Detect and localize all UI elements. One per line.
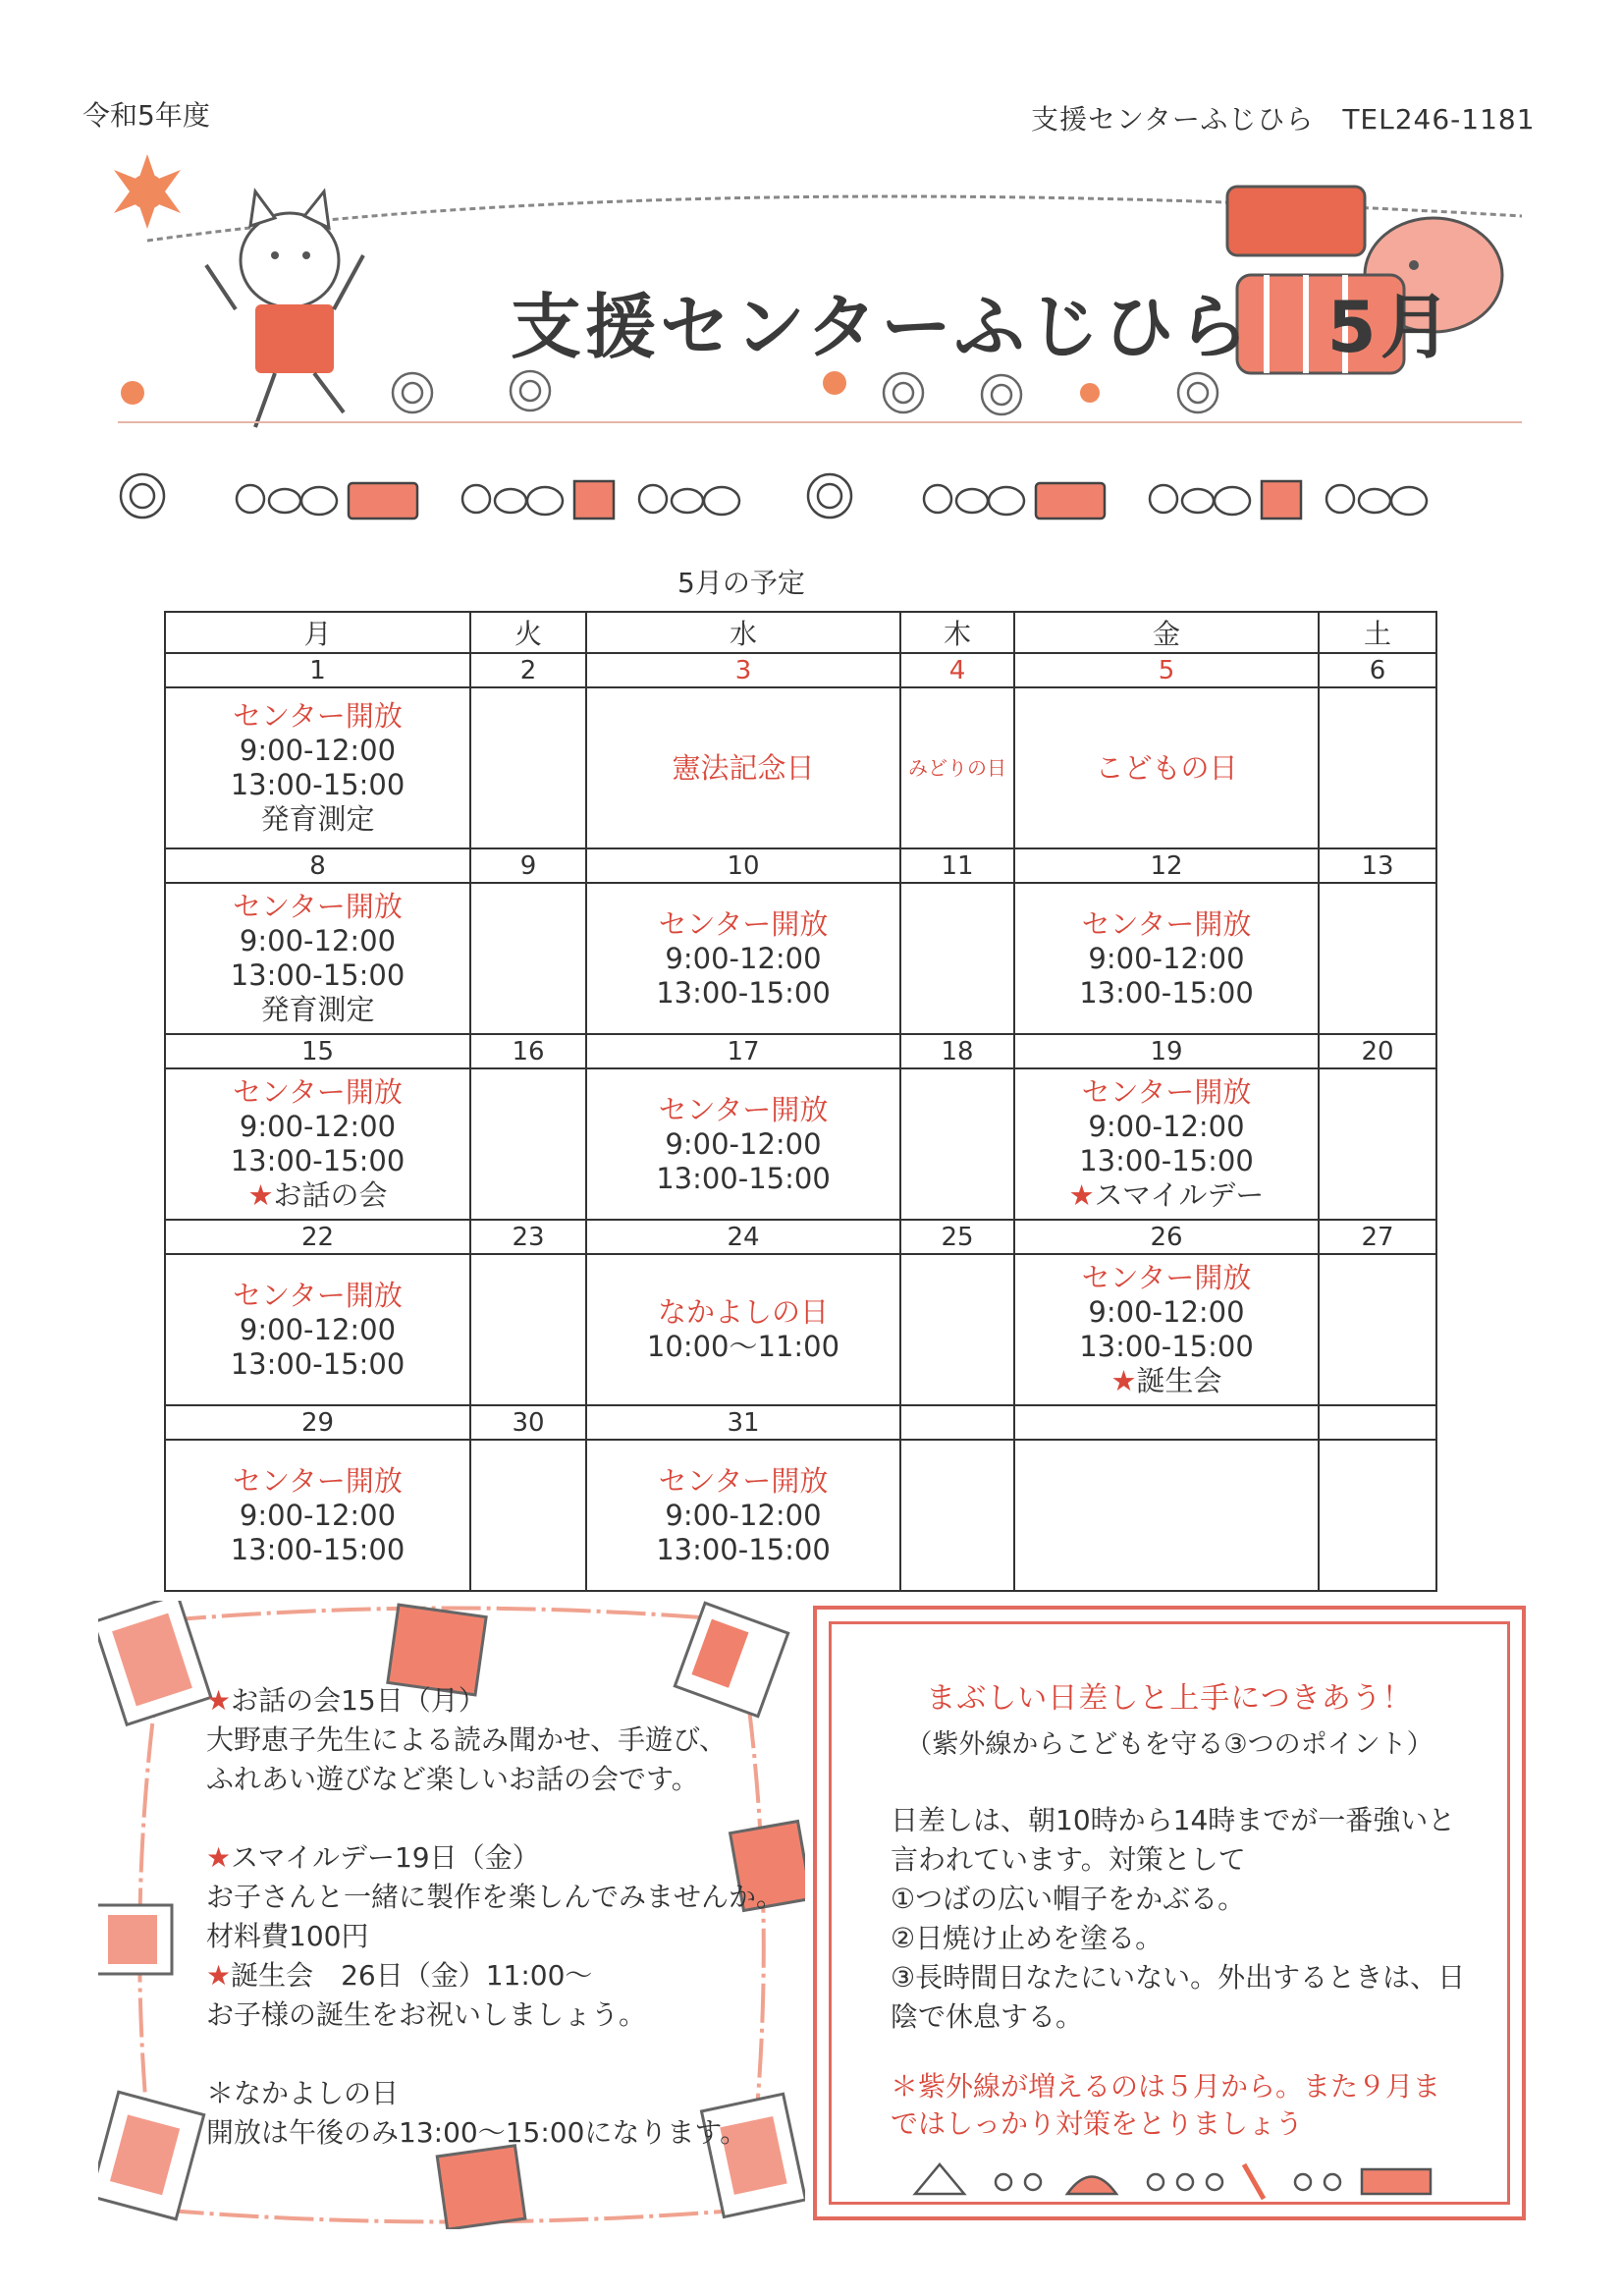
event-line: ★お話の会15日（月）	[206, 1684, 486, 1717]
event-line	[206, 2035, 795, 2074]
date-cell	[900, 1405, 1014, 1440]
uv-tips-line: ①つばの広い帽子をかぶる。	[891, 1883, 1246, 1915]
center-name-tel: 支援センターふじひら TEL246-1181	[1031, 103, 1536, 136]
date-cell: 29	[165, 1405, 470, 1440]
flower-icon	[808, 474, 851, 518]
koinobori-icon	[437, 2146, 525, 2229]
holiday-label: みどりの日	[908, 755, 1006, 780]
event-cell	[470, 883, 586, 1034]
event-time: 9:00-12:00	[1088, 1295, 1245, 1329]
star-icon: ★	[206, 1841, 232, 1874]
gift-icon	[1262, 481, 1301, 519]
date-cell: 30	[470, 1405, 586, 1440]
uv-note-line: ではしっかり対策をとりましょう	[891, 2107, 1304, 2140]
star-icon: ★	[247, 1178, 274, 1212]
date-cell: 8	[165, 848, 470, 883]
event-line: ふれあい遊びなど楽しいお話の会です。	[206, 1763, 699, 1795]
event-title: センター開放	[658, 1463, 829, 1498]
cake-icon	[349, 483, 417, 519]
event-time: 13:00-15:00	[230, 1532, 406, 1566]
kabuto-icon	[915, 2164, 964, 2194]
event-cell	[1319, 1254, 1436, 1405]
uv-tips-note	[891, 2068, 1499, 2143]
event-note: ★お話の会	[247, 1178, 388, 1212]
event-cell	[470, 687, 586, 848]
event-note: 発育測定	[260, 802, 375, 836]
event-cell	[470, 1068, 586, 1220]
banner-title: 支援センターふじひら 5月	[511, 286, 1455, 368]
event-time: 9:00-12:00	[1088, 941, 1245, 975]
date-cell: 12	[1014, 848, 1319, 883]
event-cell	[1014, 1254, 1319, 1405]
event-time: 13:00-15:00	[230, 1144, 406, 1177]
date-row	[165, 1034, 1436, 1068]
event-cell	[165, 1068, 470, 1220]
date-row	[165, 848, 1436, 883]
arrow-icon	[1244, 2164, 1264, 2199]
date-cell: 27	[1319, 1220, 1436, 1254]
event-time: 13:00-15:00	[230, 1346, 406, 1381]
event-cell	[470, 1440, 586, 1591]
star-icon: ★	[206, 1959, 232, 1992]
flower-icon	[393, 373, 432, 412]
event-cell	[1319, 1068, 1436, 1220]
date-cell: 20	[1319, 1034, 1436, 1068]
date-row	[165, 653, 1436, 687]
event-cell	[900, 1068, 1014, 1220]
event-cell	[1014, 1440, 1319, 1591]
event-line: ＊なかよしの日	[206, 2077, 400, 2109]
date-cell: 26	[1014, 1220, 1319, 1254]
event-cell	[1319, 883, 1436, 1034]
event-title: センター開放	[233, 890, 403, 923]
date-cell: 31	[586, 1405, 900, 1440]
weekday-header: 火	[470, 612, 586, 653]
date-cell: 19	[1014, 1034, 1319, 1068]
event-time: 9:00-12:00	[239, 734, 397, 767]
date-cell: 10	[586, 848, 900, 883]
date-cell: 1	[165, 653, 470, 687]
date-cell: 2	[470, 653, 586, 687]
star-icon: ★	[206, 1684, 232, 1717]
event-cell	[165, 687, 470, 848]
star-icon: ★	[1068, 1178, 1095, 1212]
event-title: センター開放	[1081, 906, 1252, 941]
ant-icon	[462, 485, 563, 515]
event-cell	[1014, 687, 1319, 848]
flower-icon	[121, 474, 164, 518]
uv-tips-line: ②日焼け止めを塗る。	[891, 1922, 1163, 1954]
event-time: 13:00-15:00	[230, 768, 406, 801]
event-cell	[470, 1254, 586, 1405]
uv-tips-body	[891, 1801, 1499, 2037]
cake-icon	[1036, 483, 1105, 519]
event-time: 13:00-15:00	[656, 1161, 831, 1195]
event-title: センター開放	[233, 699, 403, 733]
koinobori-icon	[1362, 2169, 1431, 2194]
uv-tips-subtitle: （紫外線からこどもを守る③つのポイント）	[905, 1729, 1434, 1760]
date-cell: 13	[1319, 848, 1436, 883]
event-cell	[586, 883, 900, 1034]
event-note: 発育測定	[260, 993, 375, 1026]
event-cell	[586, 687, 900, 848]
uv-tips-line: ③長時間日なたにいない。外出するときは、日	[891, 1961, 1466, 1994]
event-row	[165, 1068, 1436, 1220]
uv-tips-title: まぶしい日差しと上手につきあう！	[926, 1681, 1413, 1716]
date-cell: 24	[586, 1220, 900, 1254]
event-line: ★誕生会 26日（金）11:00～	[206, 1959, 593, 1992]
event-cell	[165, 883, 470, 1034]
date-cell: 6	[1319, 653, 1436, 687]
event-title: センター開放	[233, 1278, 403, 1312]
event-cell	[586, 1254, 900, 1405]
flower-icon	[1148, 2174, 1222, 2190]
date-cell	[1319, 1405, 1436, 1440]
ant-icon	[639, 485, 739, 515]
event-row	[165, 1440, 1436, 1591]
event-cell	[900, 1440, 1014, 1591]
date-cell: 5	[1014, 653, 1319, 687]
event-cell	[165, 1440, 470, 1591]
decoration-row	[103, 462, 1517, 530]
event-time: 9:00-12:00	[239, 1110, 397, 1143]
weekday-header: 月	[165, 612, 470, 653]
event-time: 9:00-12:00	[239, 1498, 397, 1532]
weekday-header: 土	[1319, 612, 1436, 653]
flower-icon	[982, 375, 1021, 414]
koinobori-icon	[98, 1905, 172, 1974]
kashiwa-icon	[1067, 2177, 1116, 2195]
event-cell	[1319, 1440, 1436, 1591]
event-title: センター開放	[1081, 1075, 1252, 1109]
date-cell: 25	[900, 1220, 1014, 1254]
uv-tips-line: 日差しは、朝10時から14時までが一番強いと	[891, 1804, 1456, 1836]
events-text	[206, 1681, 795, 2153]
event-title: センター開放	[658, 1092, 829, 1126]
event-title: センター開放	[1081, 1261, 1252, 1294]
event-line: お子様の誕生をお祝いしましょう。	[206, 1998, 647, 2031]
event-line	[206, 1799, 795, 1838]
flower-icon	[1178, 373, 1217, 412]
event-cell	[1319, 687, 1436, 848]
uv-decoration	[910, 2155, 1440, 2204]
weekday-header-row	[165, 612, 1436, 653]
event-time: 9:00-12:00	[239, 924, 397, 957]
event-time: 13:00-15:00	[1079, 1144, 1254, 1177]
date-cell: 23	[470, 1220, 586, 1254]
event-line: 大野恵子先生による読み聞かせ、手遊び、	[206, 1723, 728, 1756]
date-cell: 22	[165, 1220, 470, 1254]
event-title: センター開放	[233, 1075, 403, 1109]
flower-icon	[884, 373, 923, 412]
date-cell: 15	[165, 1034, 470, 1068]
koinobori-icon	[98, 2092, 204, 2219]
ant-icon	[237, 485, 337, 515]
date-cell: 4	[900, 653, 1014, 687]
date-cell: 11	[900, 848, 1014, 883]
event-line: ★スマイルデー19日（金）	[206, 1841, 540, 1874]
date-cell: 9	[470, 848, 586, 883]
event-time: 13:00-15:00	[1079, 1330, 1254, 1363]
event-line: 開放は午後のみ13:00～15:00になります。	[206, 2116, 748, 2149]
date-cell	[1014, 1405, 1319, 1440]
event-time: 13:00-15:00	[656, 975, 831, 1010]
date-cell: 18	[900, 1034, 1014, 1068]
event-time: 9:00-12:00	[239, 1312, 397, 1346]
event-cell	[900, 687, 1014, 848]
date-row	[165, 1405, 1436, 1440]
event-cell	[1014, 883, 1319, 1034]
schedule-heading: 5月の予定	[677, 567, 805, 599]
event-title: なかよしの日	[657, 1295, 829, 1329]
event-row	[165, 1254, 1436, 1405]
date-cell: 16	[470, 1034, 586, 1068]
event-cell	[586, 1068, 900, 1220]
event-time: 10:00～11:00	[646, 1330, 840, 1363]
event-cell	[900, 883, 1014, 1034]
cat-illustration	[206, 191, 363, 427]
event-line: 材料費100円	[206, 1920, 369, 1952]
event-time: 9:00-12:00	[1088, 1110, 1245, 1143]
event-row	[165, 883, 1436, 1034]
banner	[88, 147, 1542, 442]
event-row	[165, 687, 1436, 848]
flower-icon	[996, 2174, 1041, 2190]
uv-tips-inner-frame	[829, 1621, 1510, 2205]
events-box	[98, 1601, 805, 2229]
star-icon: ★	[1110, 1364, 1137, 1397]
event-note: ★スマイルデー	[1068, 1178, 1265, 1212]
date-cell: 17	[586, 1034, 900, 1068]
event-title: センター開放	[658, 906, 829, 941]
holiday-label: 憲法記念日	[672, 750, 815, 785]
gift-icon	[574, 481, 614, 519]
fiscal-year: 令和5年度	[82, 99, 210, 132]
weekday-header: 金	[1014, 612, 1319, 653]
event-cell	[1014, 1068, 1319, 1220]
event-cell	[900, 1254, 1014, 1405]
event-time: 9:00-12:00	[665, 1126, 822, 1161]
uv-tips-box	[813, 1606, 1526, 2220]
holiday-label: こどもの日	[1095, 750, 1238, 785]
sun-icon	[114, 154, 181, 229]
ant-icon	[1150, 485, 1250, 515]
flower-icon	[1295, 2174, 1340, 2190]
date-cell: 3	[586, 653, 900, 687]
event-title: センター開放	[233, 1463, 403, 1498]
event-cell	[586, 1440, 900, 1591]
uv-tips-line: 陰で休息する。	[891, 2000, 1084, 2033]
event-time: 9:00-12:00	[665, 941, 822, 975]
event-time: 13:00-15:00	[656, 1532, 831, 1566]
event-cell	[165, 1254, 470, 1405]
weekday-header: 水	[586, 612, 900, 653]
uv-note-line: ＊紫外線が増えるのは５月から。また９月ま	[891, 2070, 1441, 2103]
uv-tips-line: 言われています。対策として	[891, 1843, 1246, 1876]
event-time: 13:00-15:00	[1079, 975, 1254, 1010]
date-row	[165, 1220, 1436, 1254]
ant-icon	[1326, 485, 1427, 515]
ant-icon	[924, 485, 1024, 515]
event-time: 9:00-12:00	[665, 1498, 822, 1532]
calendar-table	[164, 611, 1437, 1592]
weekday-header: 木	[900, 612, 1014, 653]
flower-icon	[511, 371, 550, 410]
event-note: ★誕生会	[1110, 1364, 1222, 1397]
event-line: お子さんと一緒に製作を楽しんでみませんか。	[206, 1881, 784, 1913]
event-time: 13:00-15:00	[230, 958, 406, 992]
